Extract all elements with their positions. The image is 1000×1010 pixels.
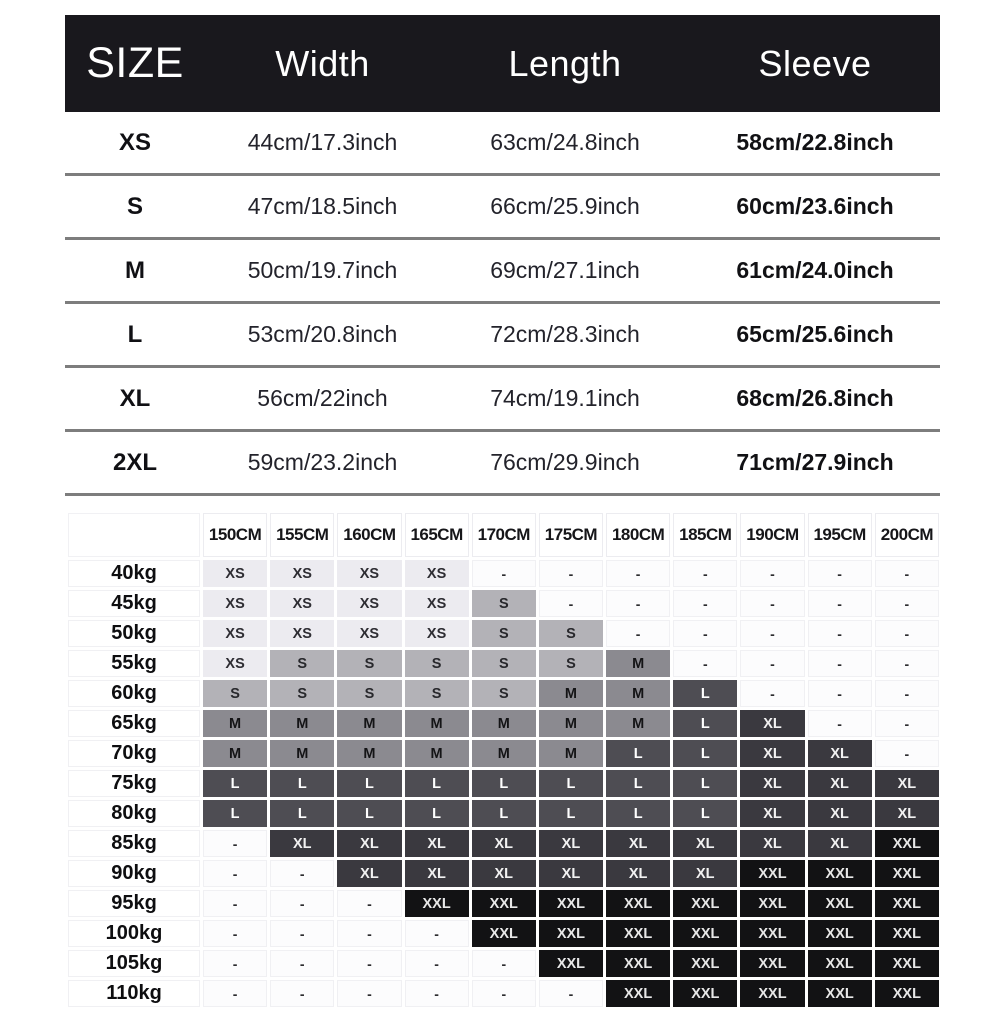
fit-cell-empty: - [875,740,939,767]
fit-cell-size: XL [337,860,401,887]
height-header: 150CM [203,513,267,557]
fit-cell-empty: - [270,860,334,887]
measurement-width-value: 53cm/20.8inch [247,321,398,347]
fit-cell-size: XXL [875,980,939,1007]
weight-label: 55kg [68,650,200,677]
header-width: Width [275,42,370,84]
fit-cell-size: XXL [673,920,737,947]
fit-cell-size: L [405,800,469,827]
fit-cell-empty: - [539,590,603,617]
header-sleeve: Sleeve [758,42,872,84]
measurement-length-value: 76cm/29.9inch [490,449,640,475]
fit-cell-empty: - [203,980,267,1007]
fit-cell-size: XXL [875,860,939,887]
fit-cell-size: XS [270,620,334,647]
fit-cell-empty: - [875,590,939,617]
fit-matrix-row [68,590,939,617]
fit-cell-empty: - [539,560,603,587]
fit-cell-size: S [337,680,401,707]
fit-cell-size: XXL [808,890,872,917]
fit-cell-empty: - [740,590,804,617]
fit-cell-size: XXL [673,950,737,977]
fit-cell-size: XS [337,590,401,617]
fit-cell-size: XS [337,620,401,647]
fit-cell-size: M [472,740,536,767]
fit-cell-size: L [673,680,737,707]
measurement-length-value: 72cm/28.3inch [490,321,640,347]
measurement-size-value: M [125,256,145,284]
fit-cell-size: XL [808,800,872,827]
fit-cell-empty: - [673,590,737,617]
fit-cell-size: XXL [740,980,804,1007]
fit-cell-size: L [539,770,603,797]
fit-cell-size: L [405,770,469,797]
fit-cell-size: M [539,710,603,737]
fit-cell-size: XS [203,590,267,617]
fit-cell-size: XXL [405,890,469,917]
measurement-width-value: 50cm/19.7inch [247,257,398,283]
fit-cell-empty: - [740,680,804,707]
fit-cell-size: L [606,770,670,797]
measurement-rows [65,112,940,496]
fit-cell-empty: - [808,620,872,647]
fit-cell-size: XL [808,830,872,857]
fit-cell-size: S [472,650,536,677]
fit-cell-size: L [472,800,536,827]
fit-matrix-row [68,800,939,827]
fit-matrix-corner [68,513,200,557]
fit-cell-size: XXL [673,980,737,1007]
fit-cell-size: M [270,740,334,767]
fit-cell-size: XS [337,560,401,587]
fit-cell-size: L [673,770,737,797]
fit-cell-size: XXL [875,950,939,977]
fit-cell-empty: - [270,950,334,977]
measurement-row [65,240,940,304]
fit-cell-size: XXL [875,830,939,857]
fit-cell-size: M [405,740,469,767]
fit-cell-empty: - [472,950,536,977]
height-header: 160CM [337,513,401,557]
measurement-sleeve-value: 68cm/26.8inch [736,385,894,411]
fit-cell-size: XXL [808,950,872,977]
fit-cell-empty: - [875,680,939,707]
fit-cell-empty: - [405,950,469,977]
measurement-sleeve-value: 61cm/24.0inch [736,257,894,283]
fit-matrix-row [68,650,939,677]
fit-matrix-row [68,620,939,647]
fit-cell-size: M [270,710,334,737]
fit-cell-empty: - [405,980,469,1007]
fit-cell-empty: - [673,650,737,677]
fit-cell-size: S [539,650,603,677]
fit-cell-size: XL [808,740,872,767]
measurement-width-value: 59cm/23.2inch [247,449,398,475]
fit-cell-size: XL [875,800,939,827]
fit-cell-size: M [337,710,401,737]
fit-cell-empty: - [740,620,804,647]
fit-cell-size: XXL [740,890,804,917]
fit-matrix-row [68,710,939,737]
measurement-size-value: 2XL [112,448,157,476]
measurement-length-value: 63cm/24.8inch [490,129,640,155]
header-size: SIZE [86,39,184,87]
measurement-length-value: 74cm/19.1inch [490,385,640,411]
measurement-row [65,176,940,240]
fit-cell-size: XL [740,830,804,857]
fit-cell-size: M [405,710,469,737]
height-header: 195CM [808,513,872,557]
fit-cell-size: L [606,740,670,767]
fit-cell-size: XL [740,800,804,827]
fit-cell-empty: - [337,950,401,977]
measurement-row [65,304,940,368]
fit-cell-empty: - [606,590,670,617]
fit-cell-size: XS [203,620,267,647]
fit-matrix-row [68,920,939,947]
fit-cell-size: M [539,680,603,707]
fit-cell-size: XXL [673,890,737,917]
fit-cell-size: L [270,800,334,827]
fit-cell-size: S [405,650,469,677]
fit-cell-size: XS [270,560,334,587]
fit-cell-size: XXL [539,890,603,917]
weight-label: 45kg [68,590,200,617]
measurement-size-value: XS [118,128,151,156]
fit-cell-size: L [673,740,737,767]
fit-cell-size: S [539,620,603,647]
fit-cell-size: XL [606,860,670,887]
fit-matrix-row [68,680,939,707]
fit-cell-size: L [472,770,536,797]
weight-label: 40kg [68,560,200,587]
fit-cell-empty: - [539,980,603,1007]
fit-cell-size: XL [539,860,603,887]
fit-cell-size: L [539,800,603,827]
fit-cell-size: XXL [808,920,872,947]
fit-cell-size: XXL [808,980,872,1007]
height-header: 155CM [270,513,334,557]
fit-cell-size: XL [673,860,737,887]
fit-cell-empty: - [808,650,872,677]
fit-cell-empty: - [203,920,267,947]
header-length: Length [508,42,622,84]
measurement-width-value: 44cm/17.3inch [247,129,398,155]
fit-cell-size: XL [270,830,334,857]
fit-cell-empty: - [673,560,737,587]
fit-cell-size: XL [808,770,872,797]
fit-cell-size: XL [472,860,536,887]
fit-cell-size: M [606,650,670,677]
measurement-row [65,432,940,496]
measurement-sleeve-value: 60cm/23.6inch [736,193,894,219]
fit-cell-size: XXL [740,920,804,947]
weight-label: 75kg [68,770,200,797]
fit-cell-empty: - [808,680,872,707]
measurement-size-value: S [126,192,143,220]
fit-matrix-table [65,510,942,1010]
weight-label: 50kg [68,620,200,647]
fit-cell-empty: - [875,620,939,647]
fit-cell-size: S [270,650,334,677]
measurement-length-value: 69cm/27.1inch [490,257,640,283]
fit-cell-size: L [673,710,737,737]
fit-cell-empty: - [203,830,267,857]
fit-matrix-row [68,740,939,767]
measurement-length-value: 66cm/25.9inch [490,193,640,219]
fit-cell-empty: - [740,560,804,587]
fit-cell-size: XS [203,650,267,677]
measurement-row [65,368,940,432]
fit-cell-size: XS [203,560,267,587]
fit-cell-empty: - [203,860,267,887]
fit-cell-size: S [337,650,401,677]
weight-label: 65kg [68,710,200,737]
height-header: 200CM [875,513,939,557]
fit-cell-size: M [539,740,603,767]
height-header: 165CM [405,513,469,557]
measurement-row [65,112,940,176]
fit-cell-size: XXL [740,860,804,887]
height-header: 170CM [472,513,536,557]
fit-cell-size: XL [673,830,737,857]
fit-cell-size: M [472,710,536,737]
fit-cell-size: M [203,740,267,767]
fit-cell-size: XXL [606,920,670,947]
fit-matrix-row [68,980,939,1007]
height-header: 190CM [740,513,804,557]
fit-cell-size: L [203,800,267,827]
measurement-sleeve-value: 58cm/22.8inch [736,129,894,155]
fit-cell-size: XS [405,590,469,617]
fit-cell-empty: - [875,650,939,677]
fit-cell-size: XXL [472,890,536,917]
fit-cell-size: XXL [539,920,603,947]
measurement-table [65,15,940,496]
fit-cell-size: XXL [740,950,804,977]
fit-matrix-row [68,830,939,857]
fit-cell-empty: - [875,710,939,737]
fit-cell-size: M [606,680,670,707]
measurement-width-value: 47cm/18.5inch [247,193,398,219]
fit-cell-empty: - [808,560,872,587]
fit-cell-size: XXL [606,950,670,977]
fit-cell-size: XXL [472,920,536,947]
fit-cell-empty: - [472,560,536,587]
height-header: 185CM [673,513,737,557]
fit-matrix-row [68,770,939,797]
fit-cell-size: L [673,800,737,827]
fit-cell-empty: - [337,920,401,947]
fit-cell-size: M [203,710,267,737]
fit-cell-empty: - [740,650,804,677]
fit-cell-empty: - [472,980,536,1007]
weight-label: 80kg [68,800,200,827]
fit-cell-empty: - [203,950,267,977]
fit-cell-size: XXL [606,980,670,1007]
fit-cell-size: M [337,740,401,767]
fit-cell-size: XL [405,860,469,887]
fit-cell-empty: - [606,620,670,647]
fit-cell-size: S [405,680,469,707]
weight-label: 70kg [68,740,200,767]
fit-cell-size: XL [405,830,469,857]
measurement-size-value: XL [119,384,151,412]
fit-cell-size: L [270,770,334,797]
height-header: 180CM [606,513,670,557]
fit-cell-size: S [270,680,334,707]
fit-cell-empty: - [673,620,737,647]
fit-cell-size: XL [875,770,939,797]
fit-cell-size: XS [405,620,469,647]
fit-cell-empty: - [203,890,267,917]
fit-cell-size: XXL [875,920,939,947]
fit-cell-size: XL [337,830,401,857]
fit-cell-size: XXL [606,890,670,917]
fit-matrix-row [68,950,939,977]
measurement-size-value: L [127,320,143,348]
fit-matrix-row [68,890,939,917]
fit-matrix-row [68,560,939,587]
weight-label: 85kg [68,830,200,857]
fit-cell-size: XXL [875,890,939,917]
fit-cell-size: XXL [808,860,872,887]
fit-cell-empty: - [875,560,939,587]
fit-matrix-row [68,860,939,887]
fit-cell-size: XL [539,830,603,857]
fit-cell-empty: - [337,890,401,917]
fit-cell-size: S [472,620,536,647]
fit-matrix-header-row [68,513,939,557]
weight-label: 95kg [68,890,200,917]
fit-cell-size: S [472,680,536,707]
measurement-width-value: 56cm/22inch [257,385,388,411]
fit-cell-size: XL [606,830,670,857]
fit-cell-size: M [606,710,670,737]
fit-cell-size: L [337,800,401,827]
weight-label: 110kg [68,980,200,1007]
measurement-sleeve-value: 65cm/25.6inch [736,321,894,347]
height-header: 175CM [539,513,603,557]
fit-cell-size: XL [740,740,804,767]
fit-cell-size: XS [270,590,334,617]
fit-cell-size: XXL [539,950,603,977]
fit-cell-size: L [337,770,401,797]
measurement-table-header [65,15,940,112]
fit-cell-empty: - [808,590,872,617]
measurement-sleeve-value: 71cm/27.9inch [736,449,894,475]
weight-label: 100kg [68,920,200,947]
fit-cell-empty: - [606,560,670,587]
fit-cell-empty: - [270,890,334,917]
weight-label: 60kg [68,680,200,707]
fit-cell-size: L [203,770,267,797]
fit-cell-size: L [606,800,670,827]
fit-cell-size: S [203,680,267,707]
fit-cell-empty: - [270,920,334,947]
fit-cell-size: XL [740,770,804,797]
fit-cell-empty: - [808,710,872,737]
fit-cell-empty: - [270,980,334,1007]
fit-cell-size: XL [740,710,804,737]
fit-cell-size: XL [472,830,536,857]
weight-label: 105kg [68,950,200,977]
fit-cell-empty: - [337,980,401,1007]
weight-label: 90kg [68,860,200,887]
fit-cell-size: XS [405,560,469,587]
fit-cell-empty: - [405,920,469,947]
fit-cell-size: S [472,590,536,617]
